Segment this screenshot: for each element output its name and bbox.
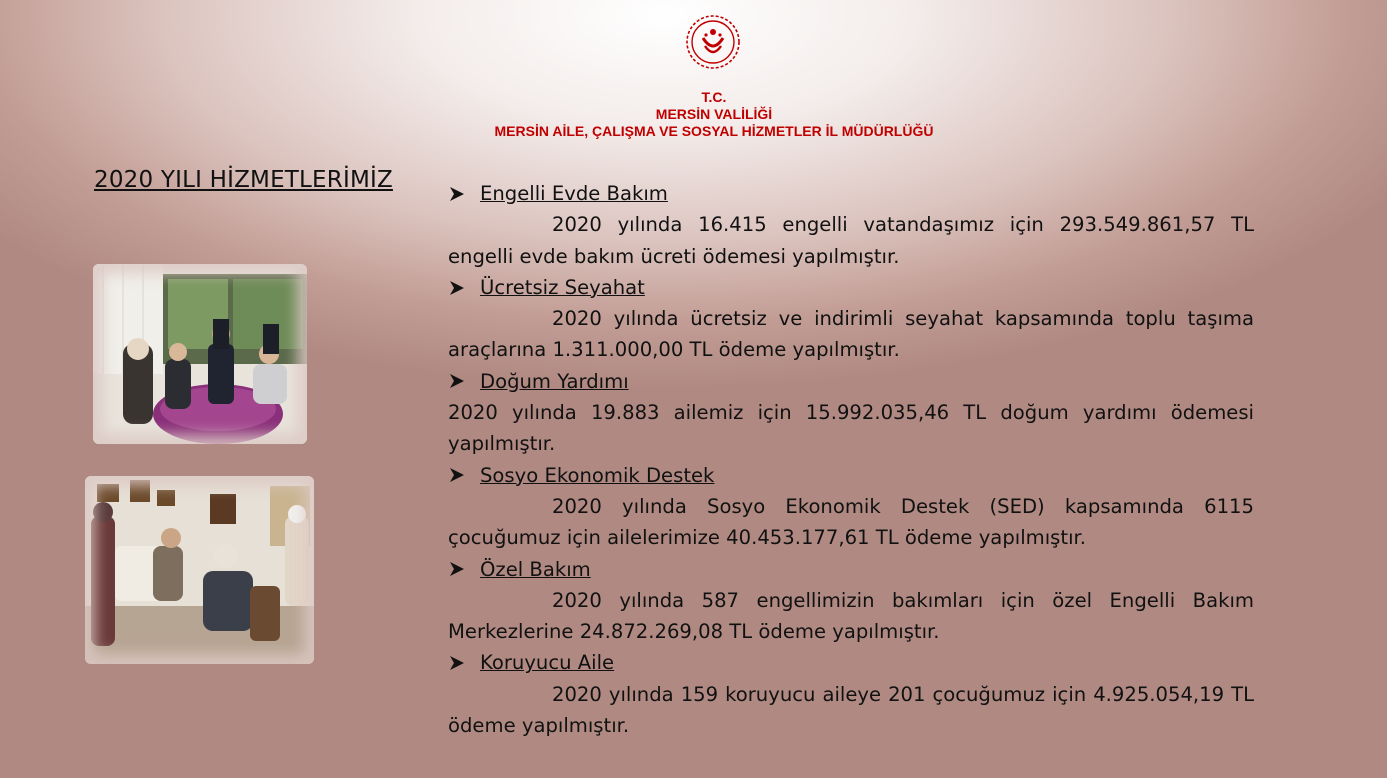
service-item-engelli-evde-bakim <box>448 178 1254 272</box>
ministry-logo <box>685 14 741 70</box>
service-item-ozel-bakim <box>448 554 1254 648</box>
photo-meeting-table <box>93 264 307 444</box>
header-line-tc: T.C. <box>701 89 727 105</box>
service-title: Koruyucu Aile <box>480 651 615 675</box>
services-title: 2020 YILI HİZMETLERİMİZ <box>94 167 393 193</box>
bullet-arrow-icon <box>448 372 466 390</box>
bullet-arrow-icon <box>448 185 466 203</box>
bullet-arrow-icon <box>448 279 466 297</box>
service-title: Özel Bakım <box>480 557 591 581</box>
service-text: 2020 yılında Sosyo Ekonomik Destek (SED) kapsamında 6115 çocuğumuz için ailelerimize 40.453.177,61 TL ödeme yapılmıştır. <box>448 494 1254 550</box>
service-title: Ücretsiz Seyahat <box>480 275 645 299</box>
header-line-valilik: MERSİN VALİLİĞİ <box>655 106 773 122</box>
service-text: 2020 yılında ücretsiz ve indirimli seyahat kapsamında toplu taşıma araçlarına 1.311.000,00 TL ödeme yapılmıştır. <box>448 307 1254 362</box>
bullet-arrow-icon <box>448 466 466 484</box>
service-text: 2020 yılında 19.883 ailemiz için 15.992.035,46 TL doğum yardımı ödemesi yapılmıştır. <box>448 401 1254 456</box>
header-line-mudurluk: MERSİN AİLE, ÇALIŞMA VE SOSYAL HİZMETLER İL MÜDÜRLÜĞÜ <box>494 123 934 139</box>
service-title: Doğum Yardımı <box>480 369 629 393</box>
bullet-arrow-icon <box>448 560 466 578</box>
service-text: 2020 yılında 587 engellimizin bakımları için özel Engelli Bakım Merkezlerine 24.872.269,08 TL ödeme yapılmıştır. <box>448 588 1254 644</box>
bullet-arrow-icon <box>448 654 466 672</box>
service-title: Sosyo Ekonomik Destek <box>480 463 715 487</box>
header <box>400 89 1028 140</box>
service-item-sosyo-ekonomik-destek <box>448 460 1254 554</box>
service-item-dogum-yardimi <box>448 366 1254 460</box>
service-text: 2020 yılında 159 koruyucu aileye 201 çocuğumuz için 4.925.054,19 TL ödeme yapılmıştır. <box>448 682 1254 738</box>
service-item-ucretsiz-seyahat <box>448 272 1254 366</box>
service-text: 2020 yılında 16.415 engelli vatandaşımız için 293.549.861,57 TL engelli evde bakım ücreti ödemesi yapılmıştır. <box>448 213 1254 268</box>
service-title: Engelli Evde Bakım <box>480 182 668 205</box>
services-list <box>448 178 1254 741</box>
photo-home-visit <box>85 476 314 664</box>
service-item-koruyucu-aile <box>448 647 1254 741</box>
